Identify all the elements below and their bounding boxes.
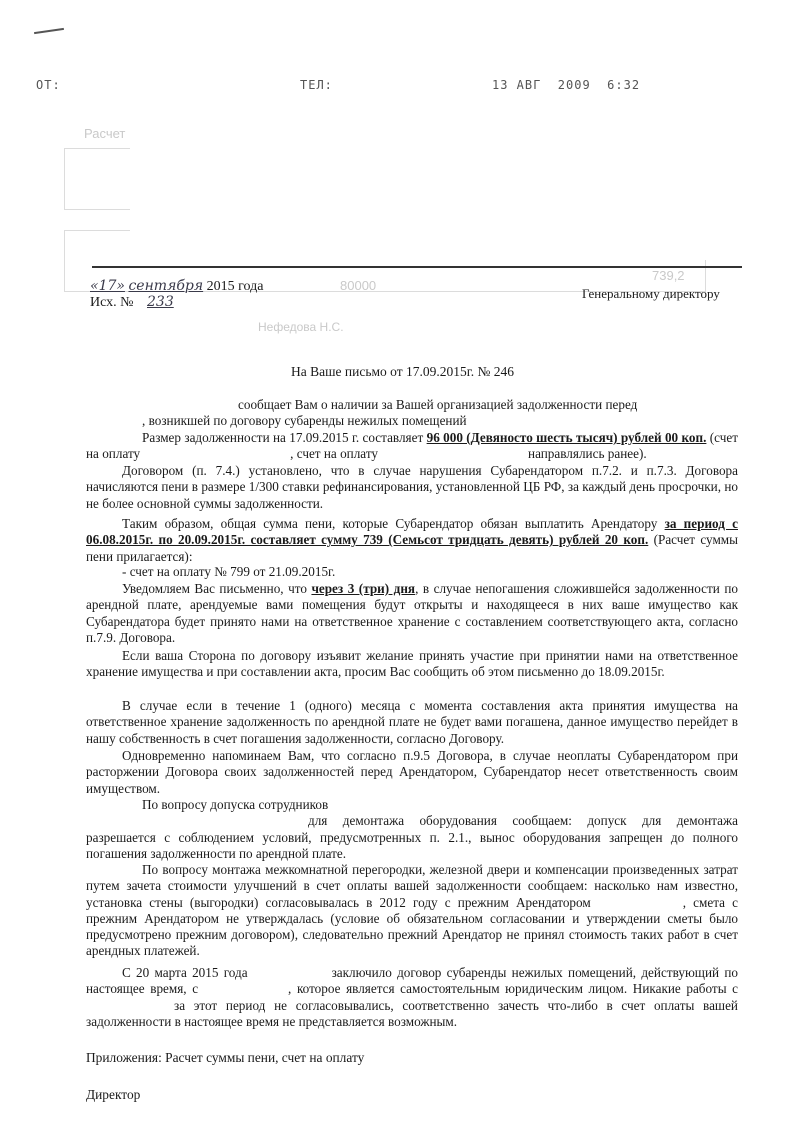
date-year: 2015 года	[206, 279, 264, 294]
paragraph-penalty-total: Таким образом, общая сумма пени, которые Субарендатор обязан выплатить Арендатору за период с 06.08.2015г. по 20.09.2015г. составляет сумму 739 (Семьсот тридцать девять) рублей 20 коп. (Расчет суммы пени прилагается):	[86, 516, 738, 564]
sender-redaction	[92, 326, 240, 378]
paragraph-participation: Если ваша Сторона по договору изъявит желание принять участие при принятии нами на ответственное хранение имущества и при составлении акта, просим Вас сообщить об этом письменно до 18.09.2015г.	[86, 648, 738, 680]
paragraph-dismantling: По вопросу допуска сотрудников для демонтажа оборудования сообщаем: допуск для демонтажа разрешается с соблюдением условий, предусмотренных п. 2.1., вынос оборудования запрещен до полного погашения задолженности по арендной плате.	[86, 797, 738, 861]
paragraph-invoice: - счет на оплату № 799 от 21.09.2015г.	[122, 564, 336, 579]
fax-tel: ТЕЛ:	[300, 78, 333, 92]
name-redaction	[580, 1082, 710, 1120]
paragraph-debt-amount: Размер задолженности на 17.09.2015 г. составляет 96 000 (Девяносто шесть тысяч) рублей 00 коп. (счет на оплату , счет на оплату направлялись ранее).	[86, 430, 738, 462]
date-day: «17»	[90, 278, 125, 294]
letterhead-rule	[92, 266, 742, 268]
debt-amount: 96 000 (Девяносто шесть тысяч) рублей 00 коп.	[426, 430, 707, 445]
fax-from: ОТ:	[36, 78, 61, 92]
ref-label: Исх. №	[90, 295, 134, 310]
paragraph-liability: Одновременно напоминаем Вам, что согласно п.9.5 Договора, в случае неоплаты Субарендатором при расторжении Договора своих задолженностей перед Арендатором, Субарендатор несет ответственность своим имуществом.	[86, 748, 738, 796]
date-month: сентября	[128, 278, 204, 294]
letter-date	[90, 278, 263, 295]
attachment-redaction	[390, 1046, 545, 1070]
scan-mark	[34, 28, 64, 34]
bleed-name: Нефедова Н.С.	[258, 320, 344, 334]
paragraph-partition: По вопросу монтажа межкомнатной перегородки, железной двери и компенсации произведенных затрат путем зачета стоимости улучшений в счет оплаты вашей задолженности сообщаем: насколько нам известно, установка стены (выгородки) согласовывалась в 2012 году с прежним Арендатором , смета с прежним Арендатором не утверждалась (условие об обязательном согласовании и утверждении сметы было предусмотрено прежним договором), следовательно прежний Арендатор не принял стоимость таких работ в счет арендных платежей.	[86, 862, 738, 959]
letter-subject: На Ваше письмо от 17.09.2015г. № 246	[291, 364, 515, 379]
paragraph-sublease: С 20 марта 2015 года заключило договор субаренды нежилых помещений, действующий по настоящее время, с , которое является самостоятельным юридическим лицом. Никакие работы сза этот период не согласовывались, соответственно зачесть что-либо в счет оплаты вашей задолженности в настоящее время не представляется возможным.	[86, 965, 738, 1029]
signature-redaction	[276, 1080, 426, 1120]
addressee-redaction	[474, 307, 746, 359]
fax-datetime: 13 АВГ 2009 6:32	[492, 78, 641, 92]
attachments: Приложения: Расчет суммы пени, счет на оплату	[86, 1050, 365, 1065]
deadline: через 3 (три) дня	[311, 581, 416, 596]
bleed-value-1: 80000	[340, 278, 377, 293]
staff-redaction	[360, 794, 738, 812]
letter-ref	[90, 294, 184, 311]
ref-number: 233	[147, 294, 174, 310]
paragraph-debt-notice: сообщает Вам о наличии за Вашей организацией задолженности перед , возникшей по договору субаренды нежилых помещений	[142, 397, 638, 429]
signature-title: Директор	[86, 1087, 141, 1102]
bleed-title: Расчет	[84, 126, 126, 141]
paragraph-penalty-clause: Договором (п. 7.4.) установлено, что в случае нарушения Субарендатором п.7.2. и п.7.3. Договора начисляются пени в размере 1/300 ставки рефинансирования, установленной ЦБ РФ, за каждый день просрочки, но не более основной суммы задолженности.	[86, 463, 738, 511]
paragraph-ownership: В случае если в течение 1 (одного) месяца с момента составления акта принятия имущества на ответственное хранение задолженность по арендной плате не будет вами погашена, данное имущество перейдет в нашу собственность в счет погашения задолженности, согласно Договору.	[86, 698, 738, 746]
penalty-amount: за период с 06.08.2015г. по 20.09.2015г. составляет сумму 739 (Семьсот тридцать девять) рублей 20 коп.	[86, 516, 738, 548]
addressee: Генеральному директору	[582, 286, 720, 301]
bleed-value-2: 739,2	[652, 268, 685, 283]
paragraph-warning: Уведомляем Вас письменно, что через 3 (три) дня, в случае непогашения сложившейся задолженности по арендной плате, арендуемые вами помещения будут открыты и находящееся в них ваше имущество как Субарендатора будет принято нами на ответственное хранение с составлением соответствующего акта, согласно п.7.9. Договора.	[86, 581, 738, 645]
staff-redaction-2	[88, 812, 302, 830]
letterhead-redaction	[130, 105, 735, 260]
